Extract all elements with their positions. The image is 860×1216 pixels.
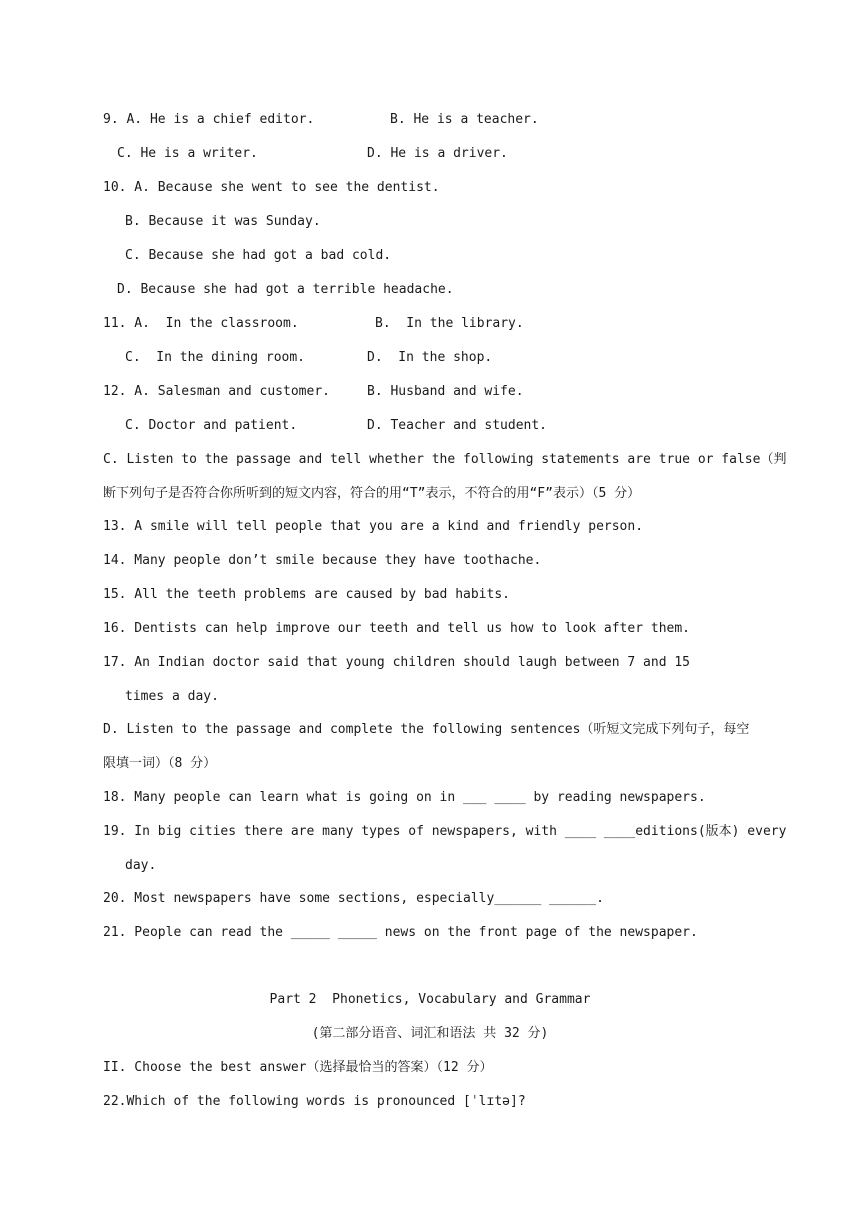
section-c-instruction: C. Listen to the passage and tell whether the following statements are true or false（判 xyxy=(103,452,787,467)
q12-option-c: C. Doctor and patient. xyxy=(125,418,298,433)
q20-sentence: 20. Most newspapers have some sections, especially______ ______. xyxy=(103,891,604,906)
part2-title: Part 2 Phonetics, Vocabulary and Grammar xyxy=(269,992,591,1007)
section-ii-instruction: II. Choose the best answer（选择最恰当的答案）（12 分） xyxy=(103,1060,493,1075)
q11-option-a: 11. A. In the classroom. xyxy=(103,316,299,331)
q9-option-c: C. He is a writer. xyxy=(117,146,258,161)
q18-sentence: 18. Many people can learn what is going on in ___ ____ by reading newspapers. xyxy=(103,790,706,805)
q14-statement: 14. Many people don’t smile because they have toothache. xyxy=(103,553,542,568)
q9-option-b: B. He is a teacher. xyxy=(390,112,539,127)
q19-sentence: 19. In big cities there are many types of newspapers, with ____ ____editions(版本) every xyxy=(103,824,787,839)
q13-statement: 13. A smile will tell people that you are a kind and friendly person. xyxy=(103,519,644,534)
section-d-instruction: D. Listen to the passage and complete the following sentences（听短文完成下列句子，每空 xyxy=(103,722,750,737)
q16-statement: 16. Dentists can help improve our teeth and tell us how to look after them. xyxy=(103,621,690,636)
q10-option-b: B. Because it was Sunday. xyxy=(125,214,321,229)
q10-option-d: D. Because she had got a terrible headache. xyxy=(117,282,454,297)
q22-question: 22.Which of the following words is pronounced [ˈlɪtə]? xyxy=(103,1094,526,1109)
q21-sentence: 21. People can read the _____ _____ news on the front page of the newspaper. xyxy=(103,925,698,940)
q19-sentence-cont: day. xyxy=(125,858,157,873)
q9-option-a: 9. A. He is a chief editor. xyxy=(103,112,315,127)
q12-option-d: D. Teacher and student. xyxy=(367,418,548,433)
q9-option-d: D. He is a driver. xyxy=(367,146,508,161)
q15-statement: 15. All the teeth problems are caused by bad habits. xyxy=(103,587,510,602)
q10-option-c: C. Because she had got a bad cold. xyxy=(125,248,392,263)
section-d-instruction-cont: 限填一词）（8 分） xyxy=(103,756,217,771)
q12-option-b: B. Husband and wife. xyxy=(367,384,524,399)
q11-option-b: B. In the library. xyxy=(375,316,524,331)
q12-option-a: 12. A. Salesman and customer. xyxy=(103,384,330,399)
q17-statement: 17. An Indian doctor said that young children should laugh between 7 and 15 xyxy=(103,655,690,670)
q17-statement-cont: times a day. xyxy=(125,689,219,704)
q11-option-d: D. In the shop. xyxy=(367,350,493,365)
section-c-instruction-cont: 断下列句子是否符合你所听到的短文内容，符合的用“T”表示，不符合的用“F”表示）（5 分） xyxy=(103,486,641,501)
q11-option-c: C. In the dining room. xyxy=(125,350,306,365)
q10-option-a: 10. A. Because she went to see the dentist. xyxy=(103,180,440,195)
part2-subtitle: (第二部分语音、词汇和语法 共 32 分) xyxy=(311,1026,549,1041)
